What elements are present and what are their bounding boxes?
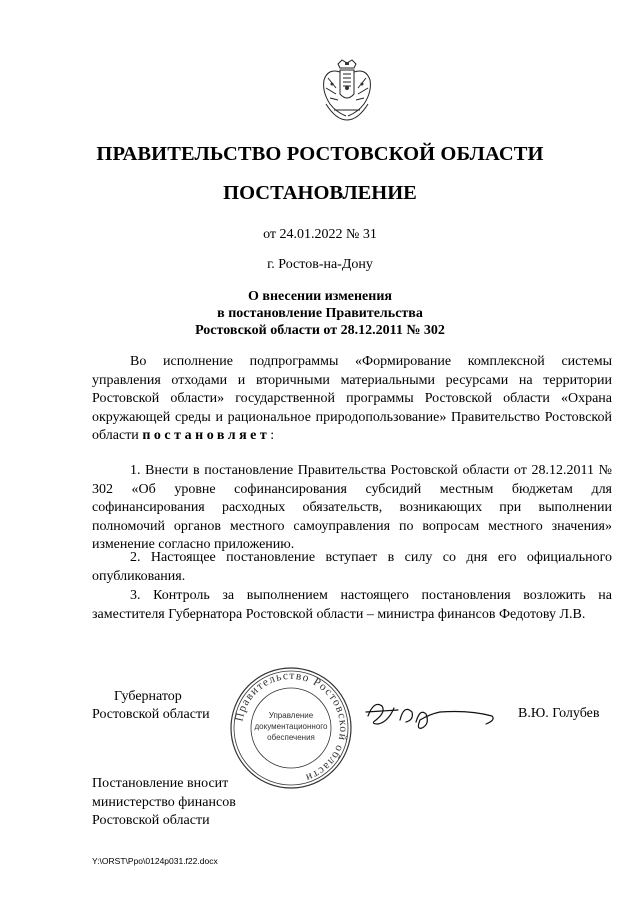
handwritten-signature bbox=[360, 694, 500, 732]
preamble-paragraph bbox=[92, 353, 612, 446]
signatory-title bbox=[92, 688, 210, 724]
submitted-line: министерство финансов bbox=[92, 794, 236, 810]
subject-line: О внесении изменения bbox=[248, 289, 392, 304]
signatory-title-line: Ростовской области bbox=[92, 707, 210, 722]
submitted-line: Постановление вносит bbox=[92, 776, 229, 791]
file-path: Y:\ORST\Ppo\0124p031.f22.docx bbox=[92, 856, 218, 866]
stamp-center-line: документационного bbox=[254, 722, 328, 731]
item-2-paragraph bbox=[92, 549, 612, 586]
item-2-text: 2. Настоящее постановление вступает в силу со дня его официального опубликования. bbox=[92, 550, 612, 584]
document-subject bbox=[0, 288, 640, 339]
subject-line: Ростовской области от 28.12.2011 № 302 bbox=[195, 323, 445, 338]
organization-title: ПРАВИТЕЛЬСТВО РОСТОВСКОЙ ОБЛАСТИ bbox=[96, 143, 544, 165]
document-type: ПОСТАНОВЛЕНИЕ bbox=[223, 182, 417, 204]
stamp-center-line: обеспечения bbox=[267, 733, 315, 742]
item-3-text: 3. Контроль за выполнением настоящего постановления возложить на заместителя Губернатора Ростовской области – министра финансов Федотову Л.В. bbox=[92, 588, 612, 622]
stamp-ring-text: Правительство Ростовской области bbox=[233, 669, 350, 784]
document-date-number: от 24.01.2022 № 31 bbox=[263, 227, 377, 242]
stamp-center-line: Управление bbox=[268, 711, 314, 720]
signatory-title-line: Губернатор bbox=[114, 689, 182, 704]
coat-of-arms-icon bbox=[316, 58, 378, 124]
official-stamp bbox=[228, 665, 354, 791]
submitted-by bbox=[92, 775, 236, 831]
decree-word: постановляет bbox=[142, 428, 271, 444]
preamble-text: Во исполнение подпрограммы «Формирование комплексной системы управления отходами и вторичными материальными ресурсами на территории Ростовской области» государственной программы Ростовской области «Охрана окружающей среды и рациональное природопользование» Правительство Ростовской области bbox=[92, 354, 612, 444]
item-3-paragraph bbox=[92, 587, 612, 624]
subject-line: в постановление Правительства bbox=[217, 306, 423, 321]
preamble-end: : bbox=[270, 428, 275, 444]
item-1-text: 1. Внести в постановление Правительства Ростовской области от 28.12.2011 № 302 «Об уровне софинансирования субсидий местным бюджетам для софинансирования расходных обязательств, возникающих при выполнении полномочий органов местного самоуправления по вопросам местного значения» изменение согласно приложению. bbox=[92, 463, 612, 553]
item-1-paragraph bbox=[92, 462, 612, 555]
document-place: г. Ростов-на-Дону bbox=[267, 257, 373, 272]
signatory-name: В.Ю. Голубев bbox=[518, 706, 600, 721]
submitted-line: Ростовской области bbox=[92, 813, 210, 828]
